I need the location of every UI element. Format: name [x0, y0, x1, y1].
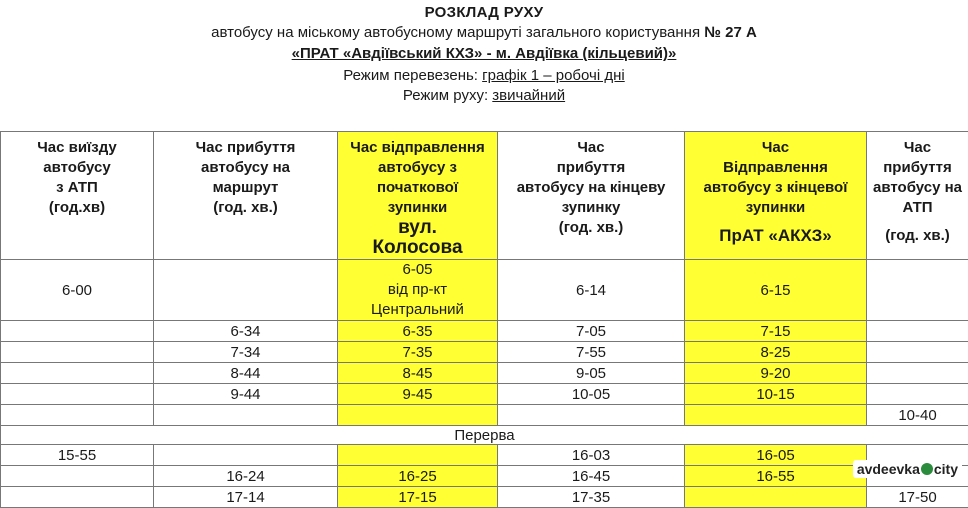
- header-text: Час виїзду: [1, 138, 153, 158]
- cell-depart-terminal: 16-05: [685, 445, 867, 466]
- col-header-arrive-route: [154, 132, 338, 260]
- watermark-left-text: avdeevka: [857, 461, 920, 477]
- header-text: автобусу на кінцеву: [498, 178, 684, 198]
- table-header-row: [1, 132, 968, 260]
- site-watermark: [853, 460, 962, 478]
- terminal-stop-name: ПрАТ «АКХЗ»: [685, 226, 866, 246]
- cell-depart-terminal: 9-20: [685, 363, 867, 384]
- header-text: зупинки: [685, 198, 866, 218]
- cell-arrive-terminal: 7-05: [498, 321, 685, 342]
- cell-depart-start: [338, 445, 498, 466]
- traffic-mode-label: Режим руху:: [403, 87, 492, 104]
- schedule-title: РОЗКЛАД РУХУ: [0, 4, 968, 21]
- header-text: Відправлення: [685, 158, 866, 178]
- cell-depart-atp: [1, 384, 154, 405]
- cell-arrive-route: 8-44: [154, 363, 338, 384]
- cell-depart-atp: [1, 342, 154, 363]
- cell-arrive-terminal: 7-55: [498, 342, 685, 363]
- cell-depart-terminal: 10-15: [685, 384, 867, 405]
- table-row: [1, 363, 968, 384]
- header-text: прибуття: [498, 158, 684, 178]
- cell-arrive-terminal: 6-14: [498, 260, 685, 321]
- header-text: зупинки: [338, 198, 497, 218]
- table-row: [1, 260, 968, 321]
- cell-arrive-terminal: 17-35: [498, 487, 685, 508]
- cell-arrive-route: 17-14: [154, 487, 338, 508]
- cell-depart-atp: [1, 321, 154, 342]
- header-text: автобусу на: [154, 158, 337, 178]
- header-text: автобусу з кінцевої: [685, 178, 866, 198]
- header-text: Час відправлення: [338, 138, 497, 158]
- cell-arrive-terminal: 16-45: [498, 466, 685, 487]
- header-text: початкової: [338, 178, 497, 198]
- cell-arrive-atp: [867, 321, 968, 342]
- header-text: Час: [685, 138, 866, 158]
- col-header-arrive-terminal: [498, 132, 685, 260]
- transport-mode-value: графік 1 – робочі дні: [482, 67, 625, 84]
- cell-depart-terminal: [685, 487, 867, 508]
- route-number: № 27 А: [704, 24, 757, 41]
- cell-depart-atp: [1, 405, 154, 426]
- cell-depart-start: 17-15: [338, 487, 498, 508]
- cell-depart-atp: [1, 466, 154, 487]
- table-row: [1, 321, 968, 342]
- col-header-depart-terminal: [685, 132, 867, 260]
- cell-arrive-route: 16-24: [154, 466, 338, 487]
- cell-depart-terminal: [685, 405, 867, 426]
- traffic-mode: [0, 87, 968, 104]
- cell-text: Центральний: [338, 300, 497, 320]
- cell-arrive-atp: 17-50: [867, 487, 968, 508]
- header-text: Час: [867, 138, 968, 158]
- cell-arrive-atp: [867, 363, 968, 384]
- table-row: [1, 445, 968, 466]
- start-stop-name: Колосова: [338, 238, 497, 258]
- table-row: [1, 405, 968, 426]
- cell-depart-start: 8-45: [338, 363, 498, 384]
- start-stop-name: вул.: [338, 218, 497, 238]
- cell-depart-start: 6-35: [338, 321, 498, 342]
- header-text: (год.хв): [1, 198, 153, 218]
- header-text: АТП: [867, 198, 968, 218]
- schedule-table: [0, 131, 968, 508]
- cell-arrive-route: 9-44: [154, 384, 338, 405]
- cell-text: від пр-кт: [338, 280, 497, 300]
- break-row: [1, 426, 968, 445]
- cell-arrive-route: [154, 260, 338, 321]
- cell-arrive-route: [154, 405, 338, 426]
- header-text: з АТП: [1, 178, 153, 198]
- watermark-right-text: city: [934, 461, 958, 477]
- header-text: Час прибуття: [154, 138, 337, 158]
- table-row: [1, 487, 968, 508]
- cell-arrive-route: [154, 445, 338, 466]
- header-text: автобусу: [1, 158, 153, 178]
- col-header-arrive-atp: [867, 132, 968, 260]
- col-header-depart-atp: [1, 132, 154, 260]
- cell-depart-terminal: 6-15: [685, 260, 867, 321]
- header-text: Час: [498, 138, 684, 158]
- route-description: [0, 24, 968, 41]
- cell-depart-atp: 15-55: [1, 445, 154, 466]
- header-text: прибуття: [867, 158, 968, 178]
- cell-text: 6-05: [338, 260, 497, 280]
- cell-depart-start: 7-35: [338, 342, 498, 363]
- transport-mode: [0, 67, 968, 84]
- cell-arrive-route: 7-34: [154, 342, 338, 363]
- col-header-depart-start: [338, 132, 498, 260]
- table-row: [1, 384, 968, 405]
- header-text: (год. хв.): [154, 198, 337, 218]
- cell-depart-atp: 6-00: [1, 260, 154, 321]
- table-row: [1, 466, 968, 487]
- break-label: Перерва: [1, 426, 968, 445]
- traffic-mode-value: звичайний: [492, 87, 565, 104]
- cell-arrive-atp: [867, 260, 968, 321]
- cell-arrive-atp: [867, 342, 968, 363]
- route-description-text: автобусу на міському автобусному маршруті загального користування: [211, 24, 704, 41]
- transport-mode-label: Режим перевезень:: [343, 67, 482, 84]
- table-row: [1, 342, 968, 363]
- cell-depart-start: 16-25: [338, 466, 498, 487]
- cell-arrive-route: 6-34: [154, 321, 338, 342]
- cell-depart-start: 9-45: [338, 384, 498, 405]
- header-text: (год. хв.): [867, 226, 968, 246]
- header-text: автобусу на: [867, 178, 968, 198]
- cell-depart-terminal: 16-55: [685, 466, 867, 487]
- cell-arrive-terminal: 16-03: [498, 445, 685, 466]
- header-text: автобусу з: [338, 158, 497, 178]
- cell-arrive-terminal: [498, 405, 685, 426]
- cell-depart-start: [338, 260, 498, 321]
- cell-arrive-atp: [867, 384, 968, 405]
- cell-depart-terminal: 7-15: [685, 321, 867, 342]
- header-text: (год. хв.): [498, 218, 684, 238]
- cell-depart-atp: [1, 363, 154, 384]
- route-name: «ПРАТ «Авдіївський КХЗ» - м. Авдіївка (кільцевий)»: [0, 45, 968, 62]
- cell-arrive-terminal: 10-05: [498, 384, 685, 405]
- header-text: зупинку: [498, 198, 684, 218]
- cell-depart-atp: [1, 487, 154, 508]
- cell-depart-start: [338, 405, 498, 426]
- cell-arrive-atp: 10-40: [867, 405, 968, 426]
- header-text: маршрут: [154, 178, 337, 198]
- cell-depart-terminal: 8-25: [685, 342, 867, 363]
- watermark-dot-icon: [921, 463, 933, 475]
- cell-arrive-terminal: 9-05: [498, 363, 685, 384]
